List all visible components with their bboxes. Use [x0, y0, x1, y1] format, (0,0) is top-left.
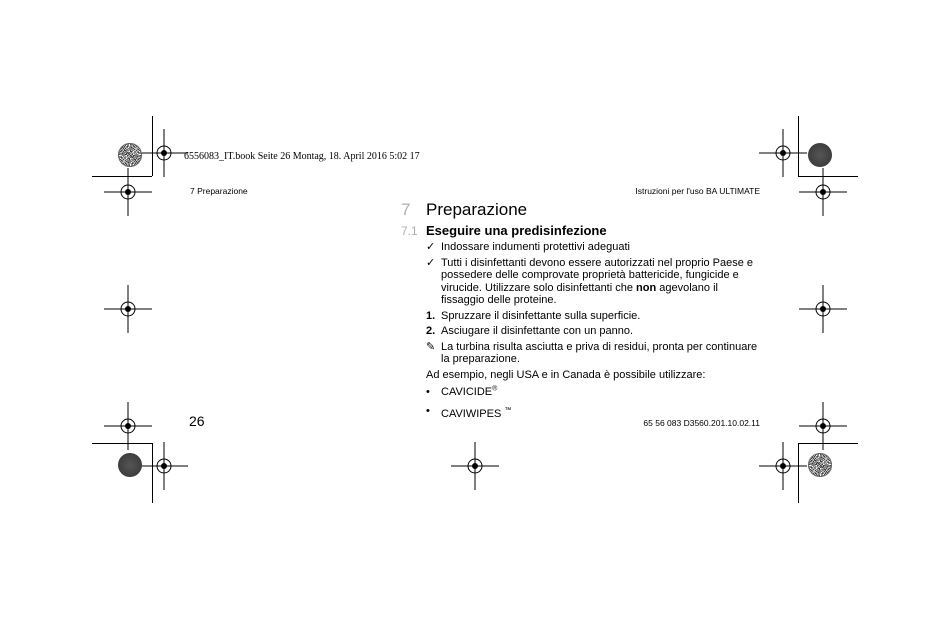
- registration-mark-icon: [758, 441, 808, 491]
- checkmark-icon: ✓: [426, 256, 436, 269]
- registration-mark-icon: [798, 284, 848, 334]
- starburst-light-icon: [808, 453, 832, 477]
- step-text: Asciugare il disinfettante con un panno.: [441, 325, 634, 337]
- checkmark-icon: ✓: [426, 241, 436, 253]
- section-heading: [401, 200, 761, 220]
- starburst-dark-icon: [808, 143, 832, 167]
- emphasis-text: non: [636, 281, 657, 294]
- step-number: 1.: [426, 309, 436, 322]
- prerequisite-item: [426, 241, 761, 254]
- subsection-title: Eseguire una predisinfezione: [426, 223, 607, 238]
- starburst-light-icon: [118, 143, 142, 167]
- step-text: Spruzzare il disinfettante sulla superficie.: [441, 309, 641, 322]
- result-item: [426, 341, 761, 366]
- section-title: Preparazione: [426, 200, 528, 219]
- example-intro: Ad esempio, negli USA e in Canada è possibile utilizzare:: [426, 368, 706, 381]
- prerequisite-text-part: agevolano il fissaggio delle proteine.: [441, 281, 718, 306]
- prerequisite-text: Indossare indumenti protettivi adeguati: [441, 241, 630, 253]
- bullet-icon: •: [426, 404, 430, 417]
- registration-mark-icon: [139, 441, 189, 491]
- result-text: La turbina risulta asciutta e priva di residui, pronta per continuare la preparazione.: [441, 340, 758, 365]
- bullet-icon: •: [426, 386, 430, 398]
- running-header-right: Istruzioni per l'uso BA ULTIMATE: [635, 186, 760, 196]
- page-content: [401, 200, 761, 423]
- subsection-heading: [401, 223, 761, 239]
- prerequisite-text: [441, 257, 761, 307]
- page-number: 26: [189, 413, 205, 429]
- document-code: 65 56 083 D3560.201.10.02.11: [643, 418, 760, 428]
- registered-symbol: ®: [492, 385, 498, 393]
- product-name: CAVICIDE: [441, 386, 493, 398]
- running-header-left: 7 Preparazione: [190, 186, 248, 196]
- step-item: [426, 310, 761, 323]
- step-number: 2.: [426, 325, 436, 337]
- product-name: CAVIWIPES: [441, 407, 502, 420]
- book-info-slug: 6556083_IT.book Seite 26 Montag, 18. April 2016 5:02 17: [184, 151, 420, 162]
- starburst-dark-icon: [118, 453, 142, 477]
- prerequisite-item: [426, 257, 761, 307]
- step-item: [426, 325, 761, 338]
- prerequisite-text-part: Tutti i disinfettanti devono essere autorizzati nel proprio Paese e possedere delle comprovate proprietà battericide, fungicide e virucide. Utilizzare solo disinfettanti che: [441, 256, 754, 294]
- product-item: [426, 386, 761, 399]
- trademark-symbol: ™: [504, 406, 512, 414]
- section-number: 7: [401, 200, 411, 219]
- registration-mark-icon: [103, 167, 153, 217]
- registration-mark-icon: [103, 284, 153, 334]
- subsection-number: 7.1: [401, 224, 418, 238]
- result-arrow-icon: ✎: [426, 340, 436, 353]
- product-name-wrap: [441, 386, 761, 399]
- registration-mark-icon: [798, 167, 848, 217]
- registration-mark-icon: [450, 441, 500, 491]
